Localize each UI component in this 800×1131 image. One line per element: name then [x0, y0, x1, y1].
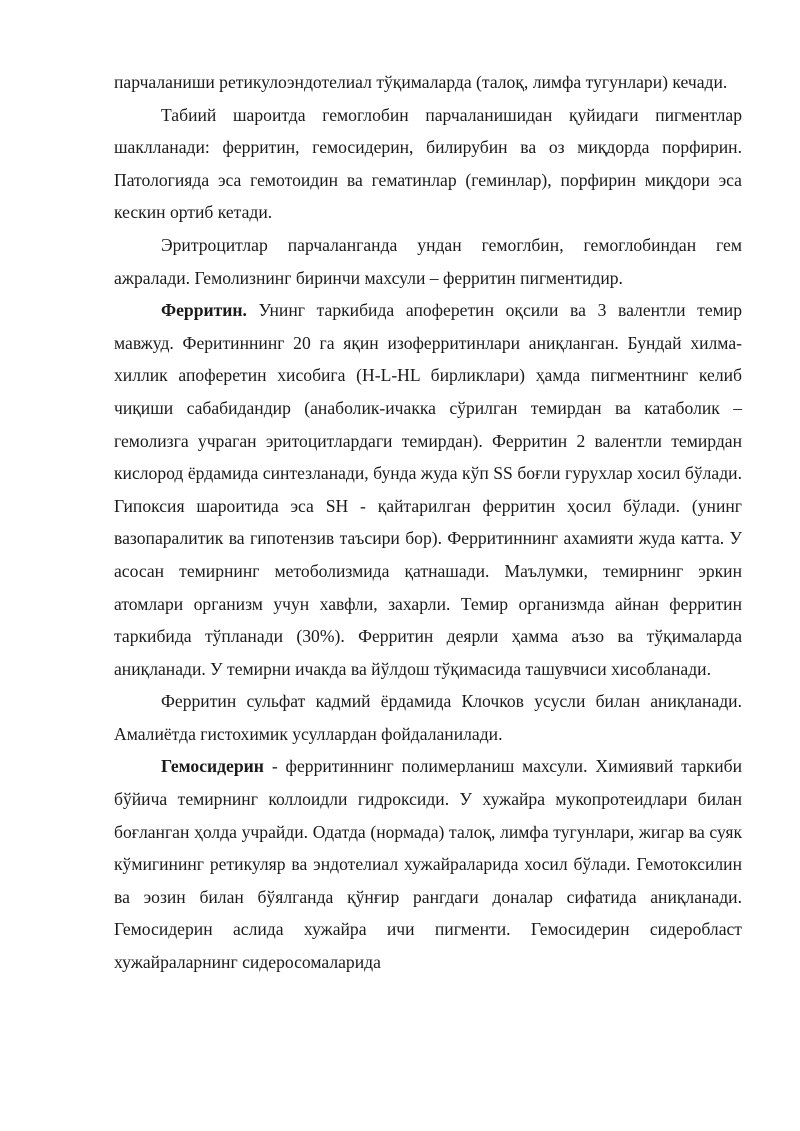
term-heading: Ферритин. — [161, 300, 247, 321]
paragraph-text: парчаланиши ретикулоэндотелиал тўқималарда (талоқ, лимфа тугунлари) кечади. — [114, 72, 728, 92]
paragraph-text: - ферритиннинг полимерланиш махсули. Химиявий таркиби бўйича темирнинг коллоидли гидроксиди. У хужайра мукопротеидлари билан боғланган ҳолда учрайди. Одатда (нормада) талоқ, лимфа тугунлари, жигар ва суяк кўмигининг ретикуляр ва эндотелиал хужайраларида хосил бўлади. Гемотоксилин ва эозин билан бўялганда қўнғир рангдаги доналар сифатида аниқланади. Гемосидерин аслида хужайра ичи пигменти. Гемосидерин сидеробласт хужайраларнинг сидеросомаларида — [114, 756, 742, 973]
paragraph-text: Табиий шароитда гемоглобин парчаланишидан қуйидаги пигментлар шаклланади: ферритин, гемосидерин, билирубин ва оз миқдорда порфирин. Патологияда эса гемотоидин ва гематинлар (геминлар), порфирин миқдори эса кескин ортиб кетади. — [114, 104, 742, 223]
paragraph-pigments — [114, 99, 742, 229]
paragraph-hemosiderin — [114, 750, 742, 978]
paragraph-text: Унинг таркибида апоферетин оқсили ва 3 валентли темир мавжуд. Феритиннинг 20 га яқин изоферритинлари аниқланган. Бундай хилма-хиллик апоферетин хисобига (H-L-HL бирликлари) ҳамда пигментнинг келиб чиқиши сабабидандир (анаболик-ичакка сўрилган темирдан ва катаболик –гемолизга учраган эритоцитлардаги темирдан). Ферритин 2 валентли темирдан кислород ёрдамида синтезланади, бунда жуда кўп SS боғли гурухлар хосил бўлади. Гипоксия шароитида эса SH - қайтарилган ферритин ҳосил бўлади. (унинг вазопаралитик ва гипотензив таъсири бор). Ферритиннинг ахамияти жуда катта. У асосан темирнинг метоболизмида қатнашади. Маълумки, темирнинг эркин атомлари организм учун хавфли, захарли. Темир организмда айнан ферритин таркибида тўпланади (30%). Ферритин деярли ҳамма аъзо ва тўқималарда аниқланади. У темирни ичакда ва йўлдош тўқимасида ташувчиси хисобланади. — [114, 300, 742, 679]
paragraph-continuation — [114, 66, 742, 99]
paragraph-text: Эритроцитлар парчаланганда ундан гемоглбин, гемоглобиндан гем ажралади. Гемолизнинг биринчи махсули – ферритин пигментидир. — [114, 234, 742, 288]
paragraph-text: Ферритин сульфат кадмий ёрдамида Клочков усусли билан аниқланади. Амалиётда гистохимик усуллардан фойдаланилади. — [114, 691, 742, 744]
term-heading: Гемосидерин — [161, 756, 264, 777]
paragraph-erythrocytes — [114, 229, 742, 294]
paragraph-ferritin — [114, 294, 742, 685]
paragraph-ferritin-detection — [114, 685, 742, 750]
